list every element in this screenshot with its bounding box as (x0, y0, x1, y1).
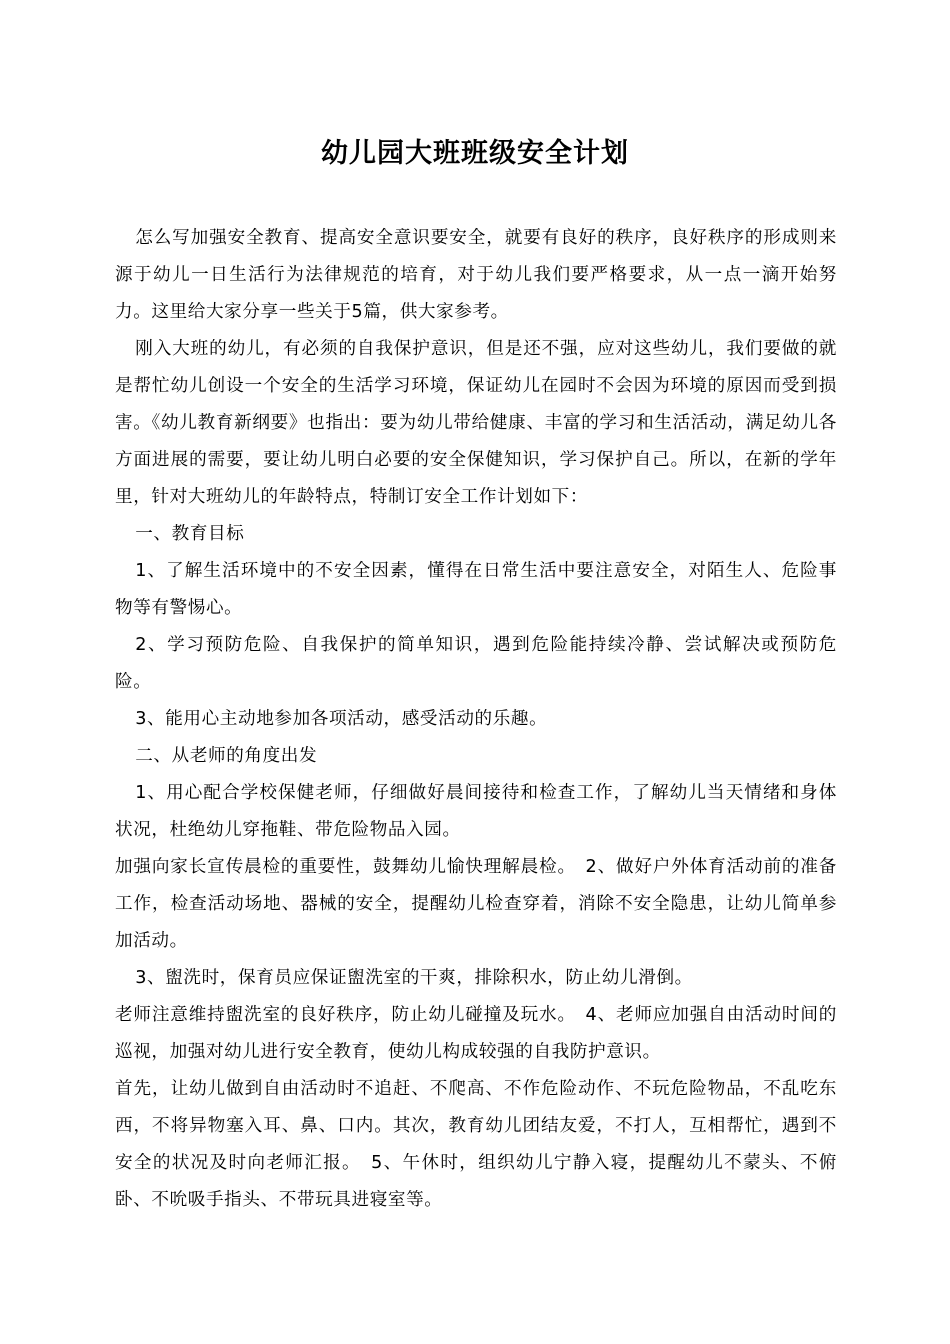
list-item: 1、用心配合学校保健老师，仔细做好晨间接待和检查工作，了解幼儿当天情绪和身体状况，杜绝幼儿穿拖鞋、带危险物品入园。 (115, 783, 837, 840)
list-item: 2、学习预防危险、自我保护的简单知识，遇到危险能持续冷静、尝试解决或预防危险。 (115, 635, 837, 692)
document-body (115, 220, 837, 1219)
paragraph: 老师注意维持盥洗室的良好秩序，防止幼儿碰撞及玩水。 4、老师应加强自由活动时间的巡视，加强对幼儿进行安全教育，使幼儿构成较强的自我防护意识。 (115, 1005, 837, 1062)
paragraph: 加强向家长宣传晨检的重要性，鼓舞幼儿愉快理解晨检。 2、做好户外体育活动前的准备工作，检查活动场地、器械的安全，提醒幼儿检查穿着，消除不安全隐患，让幼儿简单参加活动。 (115, 857, 837, 951)
list-item: 1、了解生活环境中的不安全因素，懂得在日常生活中要注意安全，对陌生人、危险事物等有警惕心。 (115, 561, 837, 618)
paragraph: 刚入大班的幼儿，有必须的自我保护意识，但是还不强，应对这些幼儿，我们要做的就是帮忙幼儿创设一个安全的生活学习环境，保证幼儿在园时不会因为环境的原因而受到损害。《幼儿教育新纲要》也指出：要为幼儿带给健康、丰富的学习和生活活动，满足幼儿各方面进展的需要，要让幼儿明白必要的安全保健知识，学习保护自己。所以，在新的学年里，针对大班幼儿的年龄特点，特制订安全工作计划如下： (115, 339, 837, 507)
section-heading: 一、教育目标 (135, 524, 245, 544)
section-heading: 二、从老师的角度出发 (135, 746, 318, 766)
list-item: 3、能用心主动地参加各项活动，感受活动的乐趣。 (135, 709, 548, 729)
document-title: 幼儿园大班班级安全计划 (321, 138, 629, 169)
list-item: 3、盥洗时，保育员应保证盥洗室的干爽，排除积水，防止幼儿滑倒。 (135, 968, 693, 988)
paragraph: 首先，让幼儿做到自由活动时不追赶、不爬高、不作危险动作、不玩危险物品，不乱吃东西，不将异物塞入耳、鼻、口内。其次，教育幼儿团结友爱，不打人，互相帮忙，遇到不安全的状况及时向老师汇报。 5、午休时，组织幼儿宁静入寝，提醒幼儿不蒙头、不俯卧、不吮吸手指头、不带玩具进寝室等。 (115, 1079, 837, 1210)
paragraph: 怎么写加强安全教育、提高安全意识要安全，就要有良好的秩序，良好秩序的形成则来源于幼儿一日生活行为法律规范的培育，对于幼儿我们要严格要求，从一点一滴开始努力。这里给大家分享一些关于5篇，供大家参考。 (115, 228, 837, 322)
